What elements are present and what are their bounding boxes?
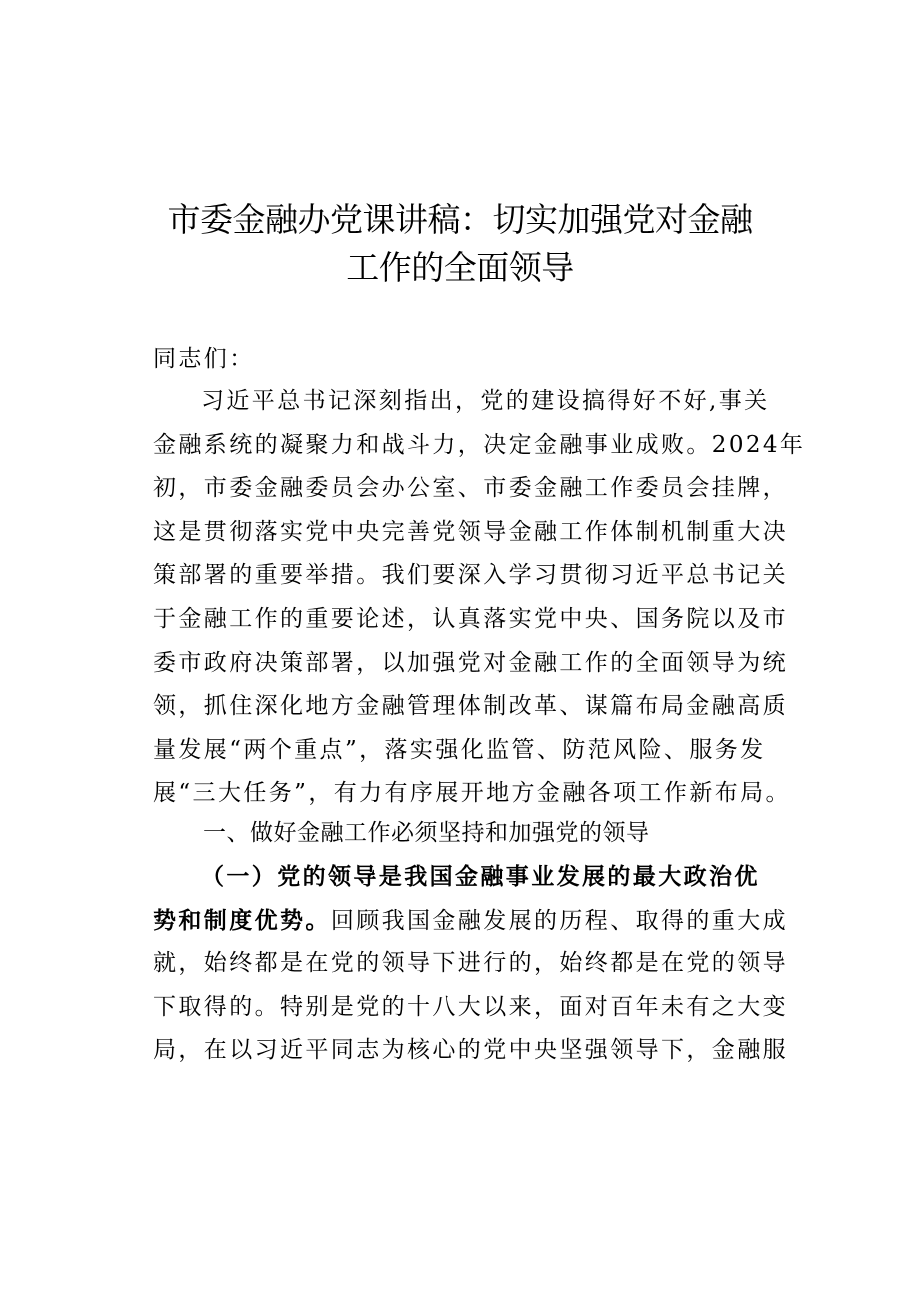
paragraph-line: 这是贯彻落实党中央完善党领导金融工作体制机制重大决 bbox=[153, 518, 788, 545]
document-title bbox=[100, 196, 820, 292]
paragraph-line: 领，抓住深化地方金融管理体制改革、谋篇布局金融高质 bbox=[153, 693, 788, 720]
paragraph-line: 下取得的。特别是党的十八大以来，面对百年未有之大变 bbox=[153, 993, 788, 1020]
paragraph-line: 展“三大任务”，有力有序展开地方金融各项工作新布局。 bbox=[153, 780, 791, 807]
title-line: 市委金融办党课讲稿：切实加强党对金融 bbox=[167, 200, 753, 239]
paragraph-line: 量发展“两个重点”，落实强化监管、防范风险、服务发 bbox=[153, 736, 766, 763]
paragraph-line: 金融系统的凝聚力和战斗力，决定金融事业成败。2024年 bbox=[153, 431, 806, 458]
paragraph-line: 就，始终都是在党的领导下进行的，始终都是在党的领导 bbox=[153, 950, 788, 977]
greeting-text: 同志们： bbox=[153, 346, 255, 372]
section-heading: 一、做好金融工作必须坚持和加强党的领导 bbox=[203, 820, 650, 846]
paragraph-text: 回顾我国金融发展的历程、取得的重大成 bbox=[330, 907, 789, 934]
title-line: 工作的全面领导 bbox=[346, 248, 574, 287]
paragraph-line: 委市政府决策部署，以加强党对金融工作的全面领导为统 bbox=[153, 649, 788, 676]
paragraph-line: 习近平总书记深刻指出，党的建设搞得好不好,事关 bbox=[201, 388, 770, 414]
paragraph-section-1 bbox=[153, 855, 789, 1073]
paragraph-line bbox=[153, 899, 789, 943]
paragraph-line: 局，在以习近平同志为核心的党中央坚强领导下，金融服 bbox=[153, 1037, 788, 1064]
paragraph-intro bbox=[153, 380, 806, 816]
subheading-line: （一）党的领导是我国金融事业发展的最大政治优 bbox=[201, 863, 760, 890]
paragraph-line: 初，市委金融委员会办公室、市委金融工作委员会挂牌， bbox=[153, 475, 788, 502]
greeting bbox=[153, 338, 773, 382]
paragraph-line: 于金融工作的重要论述，认真落实党中央、国务院以及市 bbox=[153, 605, 788, 632]
subheading-tail: 势和制度优势。 bbox=[153, 906, 331, 934]
paragraph-line: 策部署的重要举措。我们要深入学习贯彻习近平总书记关 bbox=[153, 562, 788, 589]
